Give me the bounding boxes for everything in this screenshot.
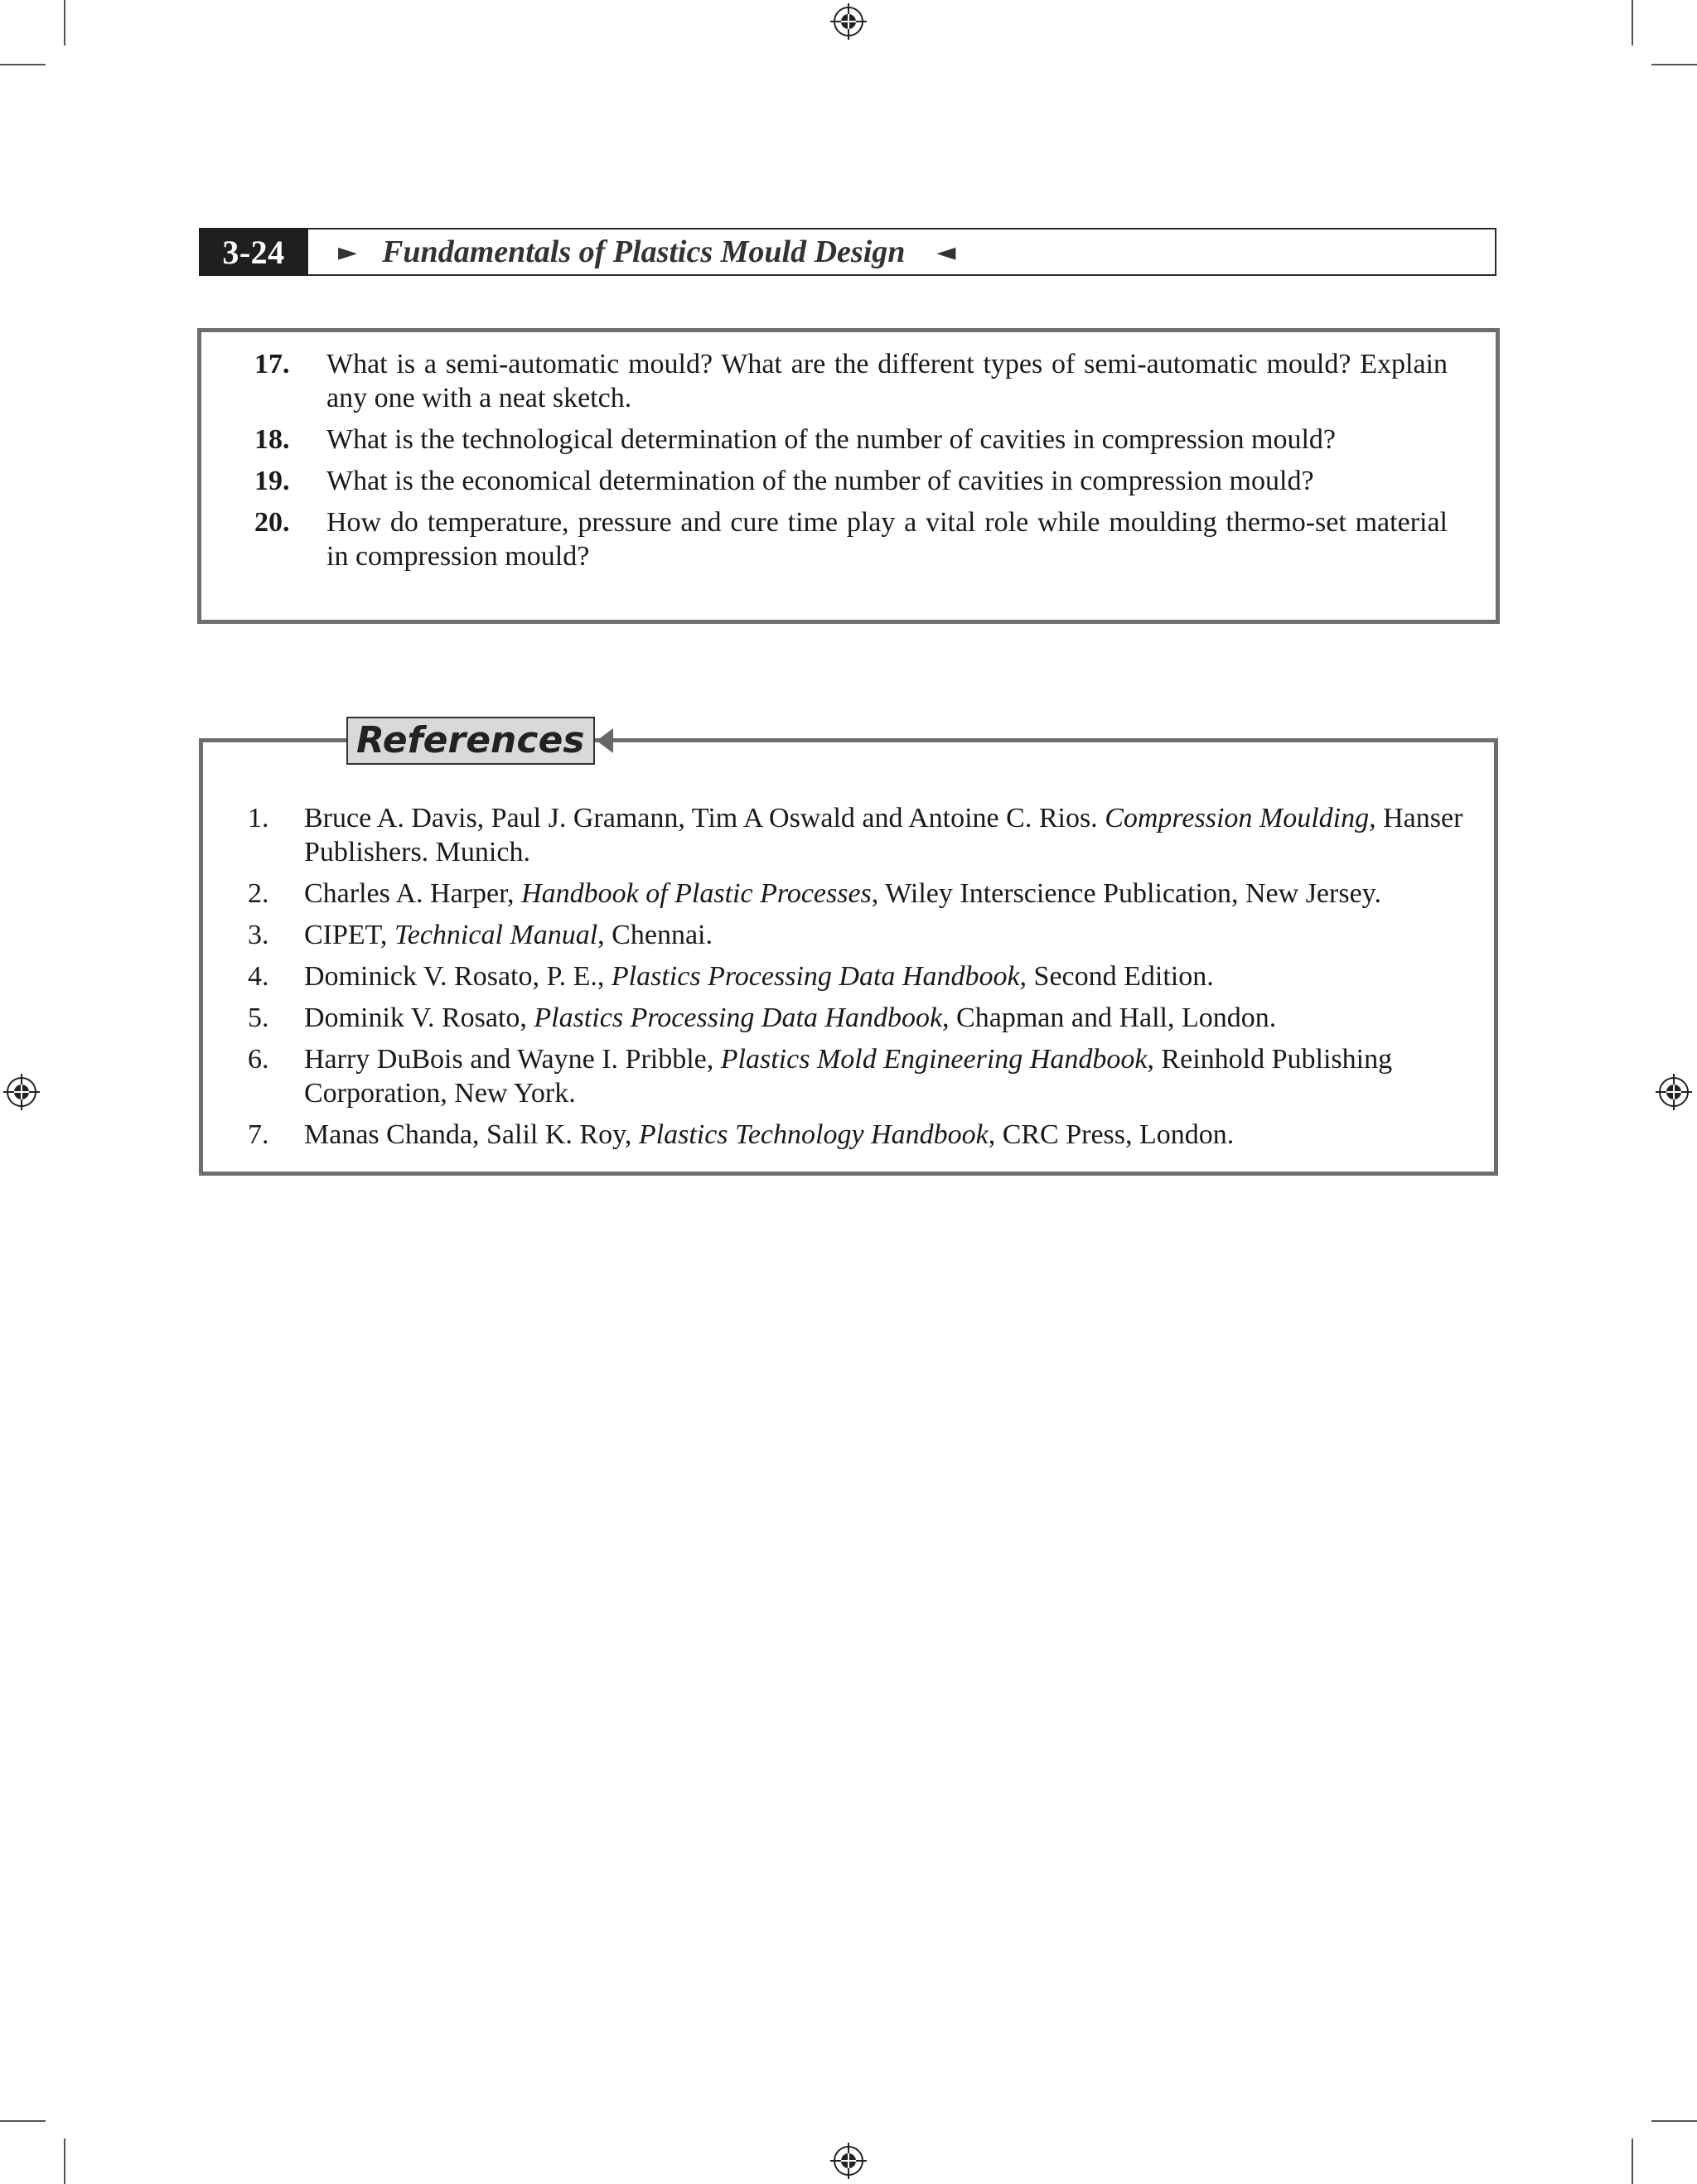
reference-publisher: Second Edition. [1027,961,1214,992]
reference-title: Plastics Processing Data Handbook [534,1003,943,1033]
question-number: 20. [254,507,290,538]
reference-publisher: , Reinhold Publishing Corporation, New York. [304,1044,1393,1109]
crop-mark [1632,2138,1633,2184]
reference-number: 7. [248,1119,269,1150]
crop-mark [0,64,46,65]
registration-mark-icon [830,3,867,40]
reference-authors: Bruce A. Davis, Paul J. Gramann, Tim A Oswald and Antoine C. Rios. [304,803,1105,833]
crop-mark [0,2120,46,2122]
reference-text [304,918,1469,952]
question-text: What is a semi-automatic mould? What are the different types of semi-automatic mould? Explain any one with a neat sketch. [326,349,1448,413]
references-heading [346,717,613,765]
reference-publisher: , CRC Press, London. [988,1119,1235,1150]
reference-publisher: , Chennai. [597,920,713,950]
reference-title: Plastics Technology Handbook [638,1119,989,1150]
registration-mark-icon [3,1074,40,1110]
header-arrow-left-icon: ◄ [936,237,956,267]
review-questions-box [197,328,1500,624]
running-header [199,228,1496,276]
reference-item [248,1042,1469,1110]
crop-mark [1632,0,1633,46]
reference-title: Technical Manual [394,920,598,950]
reference-number: 1. [248,803,269,833]
references-arrow-icon [597,728,613,753]
reference-item [248,801,1469,869]
book-title: Fundamentals of Plastics Mould Design [382,234,906,269]
reference-number: 3. [248,920,269,950]
reference-item [248,959,1469,993]
reference-authors: Dominik V. Rosato, [304,1003,534,1033]
reference-title: Compression Moulding, [1105,803,1376,833]
reference-number: 4. [248,961,269,992]
reference-text [304,801,1469,869]
reference-text [304,959,1469,993]
reference-number: 5. [248,1003,269,1033]
crop-mark [1651,2120,1697,2122]
reference-authors: Harry DuBois and Wayne I. Pribble, [304,1044,721,1075]
question-number: 17. [254,349,290,379]
question-item [254,505,1448,573]
question-number: 18. [254,424,290,455]
question-item [254,347,1448,415]
question-item [254,423,1448,457]
reference-item [248,1118,1469,1152]
crop-mark [1651,64,1697,65]
reference-authors: CIPET, [304,920,394,950]
reference-item [248,1001,1469,1035]
question-text: What is the economical determination of the number of cavities in compression mould? [326,466,1314,496]
reference-text [304,1042,1469,1110]
reference-item [248,918,1469,952]
reference-title: Plastics Mold Engineering Handbook [720,1044,1148,1075]
page-number: 3-24 [199,228,308,276]
registration-mark-icon [1656,1074,1692,1110]
reference-authors: Charles A. Harper, [304,878,522,909]
question-item [254,464,1448,498]
reference-text [304,1118,1469,1152]
reference-item [248,877,1469,911]
question-text: What is the technological determination of the number of cavities in compression mould? [326,424,1336,455]
reference-title: Handbook of Plastic Processes [521,878,872,909]
crop-mark [64,0,65,46]
references-title: References [346,717,595,765]
reference-publisher: Hanser Publishers. Munich. [304,803,1463,867]
reference-text [304,1001,1469,1035]
crop-mark [64,2138,65,2184]
references-box [199,719,1498,1176]
reference-publisher: , Chapman and Hall, London. [942,1003,1277,1033]
reference-number: 2. [248,878,269,909]
registration-mark-icon [830,2143,867,2179]
reference-text [304,877,1469,911]
reference-number: 6. [248,1044,269,1075]
reference-authors: Manas Chanda, Salil K. Roy, [304,1119,639,1150]
question-number: 19. [254,466,290,496]
question-text: How do temperature, pressure and cure time play a vital role while moulding thermo-set material in compression mould? [326,507,1448,572]
reference-title: Plastics Processing Data Handbook, [611,961,1027,992]
reference-publisher: , Wiley Interscience Publication, New Jersey. [871,878,1381,909]
reference-authors: Dominick V. Rosato, P. E., [304,961,612,992]
header-arrow-right-icon: ► [338,237,358,267]
